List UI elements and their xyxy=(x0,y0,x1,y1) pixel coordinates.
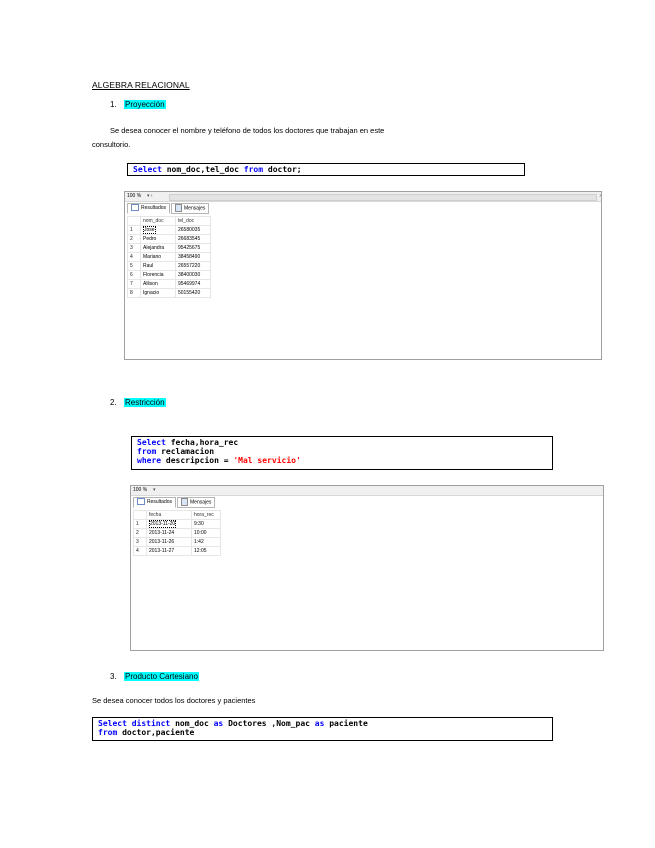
sql-text: doctor; xyxy=(263,165,302,174)
table-row[interactable] xyxy=(128,262,211,271)
grid-icon xyxy=(137,498,145,505)
page-title: ALGEBRA RELACIONAL xyxy=(92,80,190,90)
section-heading-restriccion xyxy=(110,398,166,407)
table-cell[interactable]: 26557220 xyxy=(176,262,211,271)
table-row[interactable] xyxy=(128,226,211,235)
sql-text: Doctores ,Nom_pac xyxy=(223,719,315,728)
row-number: 2 xyxy=(128,235,141,244)
section-heading-proyeccion xyxy=(110,100,166,109)
table-cell[interactable]: 26683545 xyxy=(176,235,211,244)
sql-text: reclamacion xyxy=(156,447,215,456)
sql-keyword: from xyxy=(137,447,157,456)
column-header[interactable]: fecha xyxy=(147,511,192,520)
section-title: Producto Cartesiano xyxy=(125,672,198,681)
sql-text: doctor,paciente xyxy=(117,728,195,737)
table-cell[interactable]: 38458490 xyxy=(176,253,211,262)
grid-header-row xyxy=(134,511,221,520)
results-panel xyxy=(130,485,604,651)
results-grid xyxy=(127,216,211,298)
row-number: 1 xyxy=(134,520,147,529)
section-number: 2. xyxy=(110,398,117,407)
results-grid xyxy=(133,510,221,556)
column-header[interactable]: tel_doc xyxy=(176,217,211,226)
row-number: 3 xyxy=(134,538,147,547)
row-number-header xyxy=(134,511,147,520)
section-number: 3. xyxy=(110,672,117,681)
sql-keyword: from xyxy=(98,728,118,737)
sql-keyword: Select xyxy=(133,165,162,174)
table-row[interactable] xyxy=(128,280,211,289)
table-cell[interactable]: Allison xyxy=(141,280,176,289)
results-toolbar xyxy=(125,192,601,202)
table-row[interactable] xyxy=(134,538,221,547)
section-title: Restricción xyxy=(125,398,165,407)
table-cell[interactable]: 10:00 xyxy=(192,529,221,538)
grid-header-row xyxy=(128,217,211,226)
tab-results[interactable] xyxy=(133,497,176,508)
zoom-level[interactable]: 100 % xyxy=(133,487,148,493)
table-cell[interactable]: 2013-11-27 xyxy=(147,547,192,556)
section-heading-producto-cartesiano xyxy=(110,672,199,681)
table-cell[interactable]: Jose xyxy=(141,226,176,235)
table-row[interactable] xyxy=(134,529,221,538)
row-number: 1 xyxy=(128,226,141,235)
message-icon xyxy=(181,498,188,506)
tab-messages-label: Mensajes xyxy=(190,499,212,506)
horizontal-scrollbar[interactable] xyxy=(169,194,597,201)
table-row[interactable] xyxy=(134,520,221,529)
table-cell[interactable]: 95469974 xyxy=(176,280,211,289)
sql-keyword: Select distinct xyxy=(98,719,171,728)
sql-query-box xyxy=(127,163,525,176)
table-cell[interactable]: 2013-11-24 xyxy=(147,529,192,538)
section-description-line2: consultorio. xyxy=(92,140,131,149)
row-number: 6 xyxy=(128,271,141,280)
column-header[interactable]: nom_doc xyxy=(141,217,176,226)
table-cell[interactable]: Florencia xyxy=(141,271,176,280)
column-header[interactable]: hora_rec xyxy=(192,511,221,520)
sql-text: fecha,hora_rec xyxy=(165,438,239,447)
chevron-down-icon[interactable]: ▾ ‹ xyxy=(147,193,153,199)
sql-text: descripcion = xyxy=(161,456,234,465)
sql-keyword: as xyxy=(213,719,224,728)
message-icon xyxy=(175,204,182,212)
section-description-line1: Se desea conocer el nombre y teléfono de todos los doctores que trabajan en este xyxy=(110,126,385,135)
results-tabs xyxy=(127,203,210,213)
sql-keyword: Select xyxy=(137,438,166,447)
grid-icon xyxy=(131,204,139,211)
sql-string: 'Mal servicio' xyxy=(233,456,301,465)
table-row[interactable] xyxy=(128,253,211,262)
sql-keyword: where xyxy=(137,456,162,465)
tab-messages[interactable] xyxy=(177,497,215,508)
table-cell[interactable]: 26580035 xyxy=(176,226,211,235)
table-row[interactable] xyxy=(128,235,211,244)
table-row[interactable] xyxy=(134,547,221,556)
table-cell[interactable]: 38400030 xyxy=(176,271,211,280)
section-number: 1. xyxy=(110,100,117,109)
table-cell[interactable]: 95425675 xyxy=(176,244,211,253)
row-number: 5 xyxy=(128,262,141,271)
tab-results-label: Resultados xyxy=(147,499,173,505)
table-cell[interactable]: 2013-11-26 xyxy=(147,538,192,547)
row-number: 7 xyxy=(128,280,141,289)
scroll-right-icon[interactable]: › xyxy=(599,193,601,199)
sql-keyword: from xyxy=(243,165,264,174)
chevron-down-icon[interactable]: ▾ xyxy=(153,487,156,493)
table-cell[interactable]: Raul xyxy=(141,262,176,271)
tab-results-label: Resultados xyxy=(141,205,167,211)
table-cell[interactable]: Mariano xyxy=(141,253,176,262)
sql-text: nom_doc,tel_doc xyxy=(161,165,244,174)
table-row[interactable] xyxy=(128,244,211,253)
tab-messages-label: Mensajes xyxy=(184,205,206,212)
sql-query-box xyxy=(131,436,553,470)
row-number-header xyxy=(128,217,141,226)
table-row[interactable] xyxy=(128,289,211,298)
row-number: 3 xyxy=(128,244,141,253)
table-cell[interactable]: 1:42 xyxy=(192,538,221,547)
sql-text: nom_doc xyxy=(170,719,214,728)
table-cell[interactable]: 50155420 xyxy=(176,289,211,298)
table-cell[interactable]: 9:30 xyxy=(192,520,221,529)
results-panel xyxy=(124,191,602,360)
sql-query-box xyxy=(92,717,553,741)
tab-results[interactable] xyxy=(127,203,170,214)
section-title: Proyección xyxy=(125,100,165,109)
section-description-line1: Se desea conocer todos los doctores y pacientes xyxy=(92,696,256,705)
table-cell[interactable]: 2013-11-20 xyxy=(147,520,192,529)
table-cell[interactable]: Ignacio xyxy=(141,289,176,298)
table-cell[interactable]: 12:05 xyxy=(192,547,221,556)
tab-messages[interactable] xyxy=(171,203,209,214)
table-cell[interactable]: Alejandra xyxy=(141,244,176,253)
table-cell[interactable]: Pedro xyxy=(141,235,176,244)
row-number: 2 xyxy=(134,529,147,538)
row-number: 4 xyxy=(128,253,141,262)
zoom-level[interactable]: 100 % xyxy=(127,193,142,199)
row-number: 8 xyxy=(128,289,141,298)
results-toolbar xyxy=(131,486,603,496)
table-row[interactable] xyxy=(128,271,211,280)
row-number: 4 xyxy=(134,547,147,556)
results-tabs xyxy=(133,497,216,507)
sql-text: paciente xyxy=(324,719,368,728)
sql-keyword: as xyxy=(314,719,325,728)
